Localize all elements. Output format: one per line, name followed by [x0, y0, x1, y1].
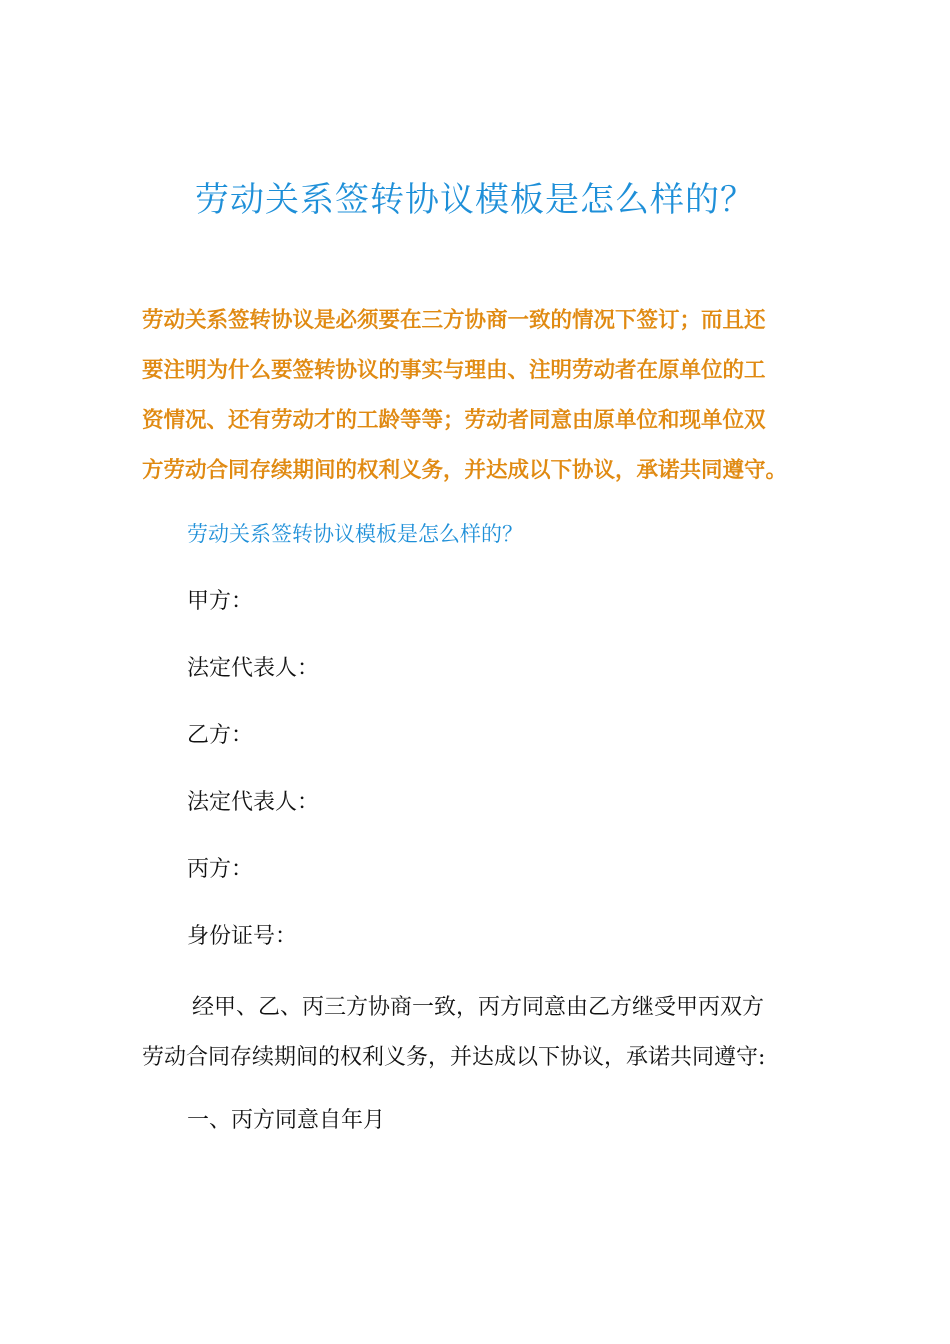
agreement-line: 经甲、乙、丙三方协商一致，丙方同意由乙方继受甲丙双方 — [192, 995, 765, 1020]
party-a-label: 甲方： — [187, 589, 254, 614]
intro-line: 劳动关系签转协议是必须要在三方协商一致的情况下签订；而且还 — [142, 308, 766, 333]
document-title: 劳动关系签转协议模板是怎么样的？ — [195, 180, 755, 220]
agreement-line: 劳动合同存续期间的权利义务，并达成以下协议，承诺共同遵守: — [142, 1045, 766, 1070]
section-subtitle: 劳动关系签转协议模板是怎么样的？ — [187, 522, 523, 546]
party-b-representative-label: 法定代表人： — [187, 790, 320, 815]
intro-line: 要注明为什么要签转协议的事实与理由、注明劳动者在原单位的工 — [142, 358, 766, 383]
intro-line: 资情况、还有劳动才的工龄等等；劳动者同意由原单位和现单位双 — [142, 408, 766, 433]
clause-one: 一、丙方同意自年月 — [187, 1108, 386, 1133]
agreement-paragraph — [142, 983, 822, 1083]
party-a-representative-label: 法定代表人： — [187, 656, 320, 681]
intro-paragraph — [142, 296, 802, 496]
intro-line: 方劳动合同存续期间的权利义务，并达成以下协议，承诺共同遵守。 — [142, 458, 788, 483]
party-c-label: 丙方： — [187, 857, 254, 882]
id-number-label: 身份证号： — [187, 924, 298, 949]
party-b-label: 乙方： — [187, 723, 254, 748]
